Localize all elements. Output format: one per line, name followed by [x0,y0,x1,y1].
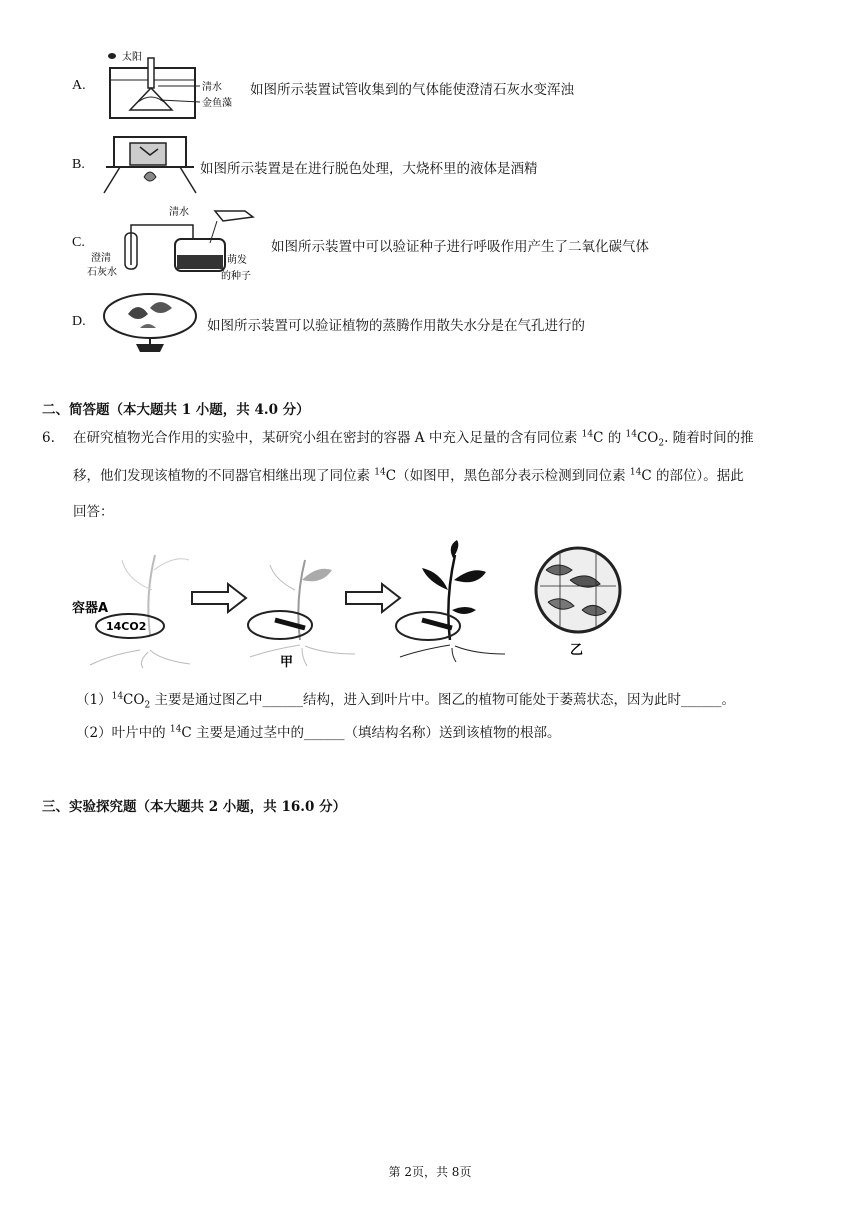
option-c-figure [85,203,265,285]
question-6-line-1: 在研究植物光合作用的实验中，某研究小组在密封的容器 A 中充入足量的含有同位素 $^{14}$C 的 $^{14}CO_2$. 随着时间的推 [73,429,754,449]
option-d-figure [100,292,205,354]
plant-label: 金鱼藻 [202,98,232,109]
question-6-number: 6. [42,430,55,446]
section-3-title: 三、实验探究题（本大题共 2 小题，共 16.0 分） [42,799,347,815]
question-6-line-3: 回答： [73,504,114,520]
section-2-title: 二、简答题（本大题共 1 小题，共 4.0 分） [42,402,310,418]
option-c-letter: C. [72,235,85,250]
co2-label: 14CO2 [106,620,147,633]
water-label: 清水 [202,82,222,93]
c-limewater-label-2: 石灰水 [87,267,117,278]
c-water-label: 清水 [169,207,189,218]
c-seed-label-1: 萌发 [227,255,247,266]
stomata-diagram [536,548,620,658]
option-a-figure [100,50,250,122]
c-limewater-label-1: 澄清 [91,253,111,264]
question-6-figure [70,540,660,670]
option-b-figure [100,133,200,195]
arrow-2 [346,584,400,612]
arrow-1 [192,584,246,612]
option-c-text: 如图所示装置中可以验证种子进行呼吸作用产生了二氧化碳气体 [271,239,649,255]
question-6-part-1: $(1)^{14}CO_2$ 主要是通过图乙中______结构，进入到叶片中。图乙的植物可能处于萎蔫状态，因为此时______。 [76,691,735,711]
yi-label: 乙 [570,643,584,658]
question-6-part-2: （2）叶片中的 $^{14}$C 主要是通过茎中的______（填结构名称）送到该植物的根部。 [76,724,561,741]
sun-label: 太阳 [122,52,142,63]
option-d-text: 如图所示装置可以验证植物的蒸腾作用散失水分是在气孔进行的 [207,318,585,334]
option-a-letter: A. [72,78,86,93]
jia-label: 甲 [280,655,294,670]
container-label: 容器A [72,601,109,616]
plant-stage-3 [396,540,505,662]
c-seed-label-2: 的种子 [221,271,251,282]
option-b-letter: B. [72,157,85,172]
page-footer: 第 2页，共 8页 [388,1165,472,1179]
plant-stage-2 [248,560,355,670]
option-d-letter: D. [72,314,86,329]
question-6-line-2: 移，他们发现该植物的不同器官相继出现了同位素 $^{14}$C（如图甲，黑色部分表示检测到同位素 $^{14}$C 的部位）。据此 [73,467,744,484]
option-b-text: 如图所示装置是在进行脱色处理，大烧杯里的液体是酒精 [200,161,538,177]
option-a-text: 如图所示装置试管收集到的气体能使澄清石灰水变浑浊 [250,82,574,98]
plant-stage-1 [72,555,190,668]
